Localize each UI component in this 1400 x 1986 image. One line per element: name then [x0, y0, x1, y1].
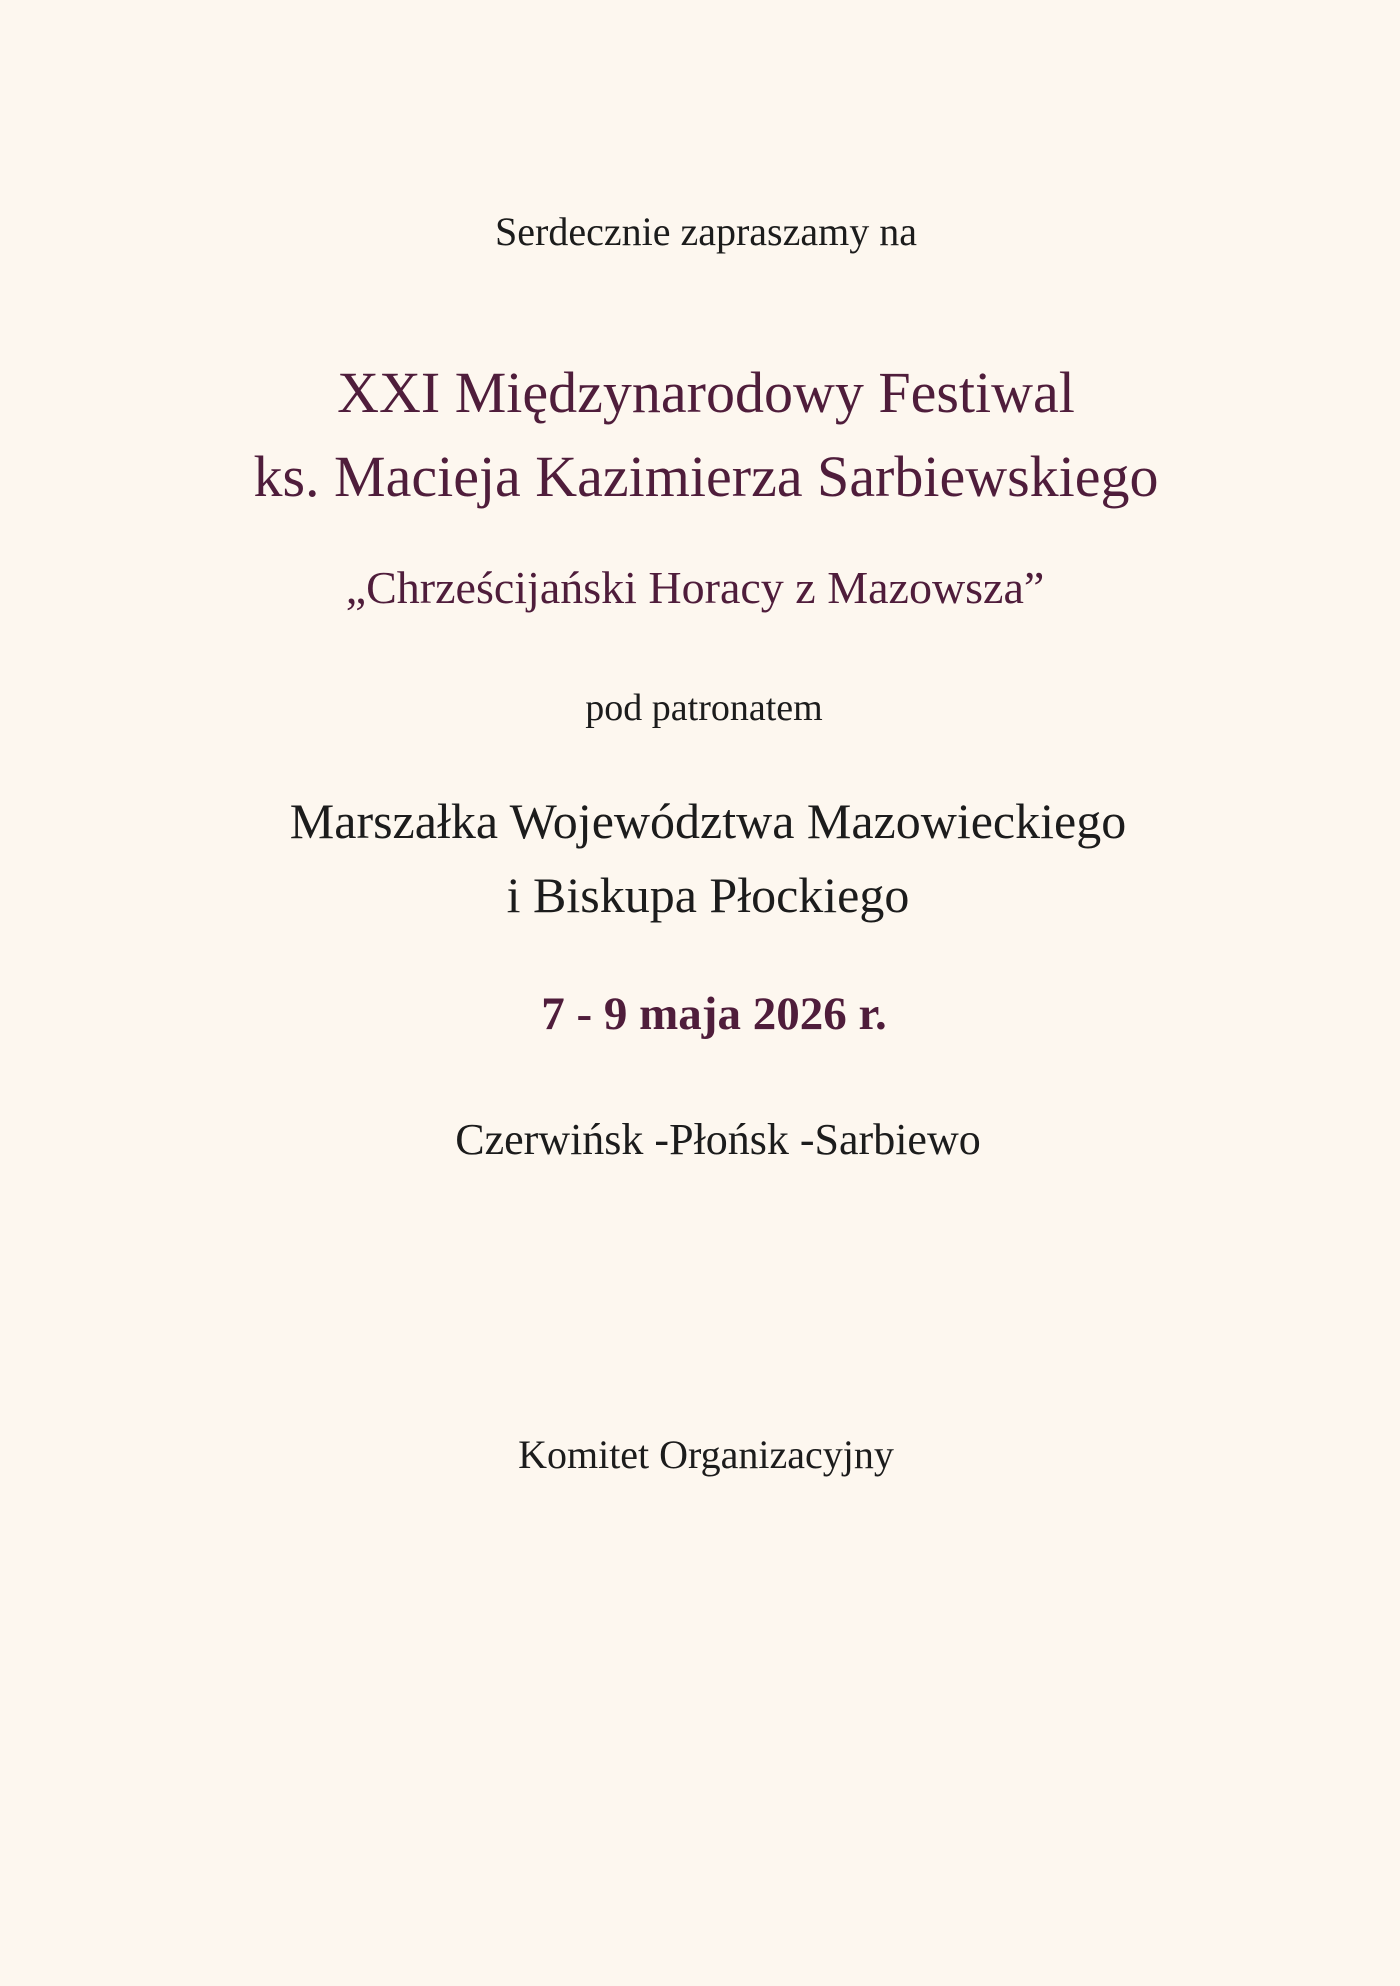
- festival-subtitle: „Chrześcijański Horacy z Mazowsza”: [345, 562, 1045, 613]
- festival-title-line-1: XXI Międzynarodowy Festiwal: [337, 360, 1075, 425]
- patronage-intro: pod patronatem: [585, 687, 823, 729]
- festival-dates: 7 - 9 maja 2026 r.: [541, 988, 887, 1040]
- festival-title-line-2: ks. Macieja Kazimierza Sarbiewskiego: [253, 444, 1159, 509]
- invitation-intro: Serdecznie zapraszamy na: [495, 209, 917, 254]
- patron-line-2: i Biskupa Płockiego: [506, 867, 910, 923]
- patron-line-1: Marszałka Województwa Mazowieckiego: [289, 793, 1127, 849]
- organizing-committee-signature: Komitet Organizacyjny: [518, 1432, 894, 1477]
- festival-places: Czerwińsk -Płońsk -Sarbiewo: [455, 1115, 981, 1164]
